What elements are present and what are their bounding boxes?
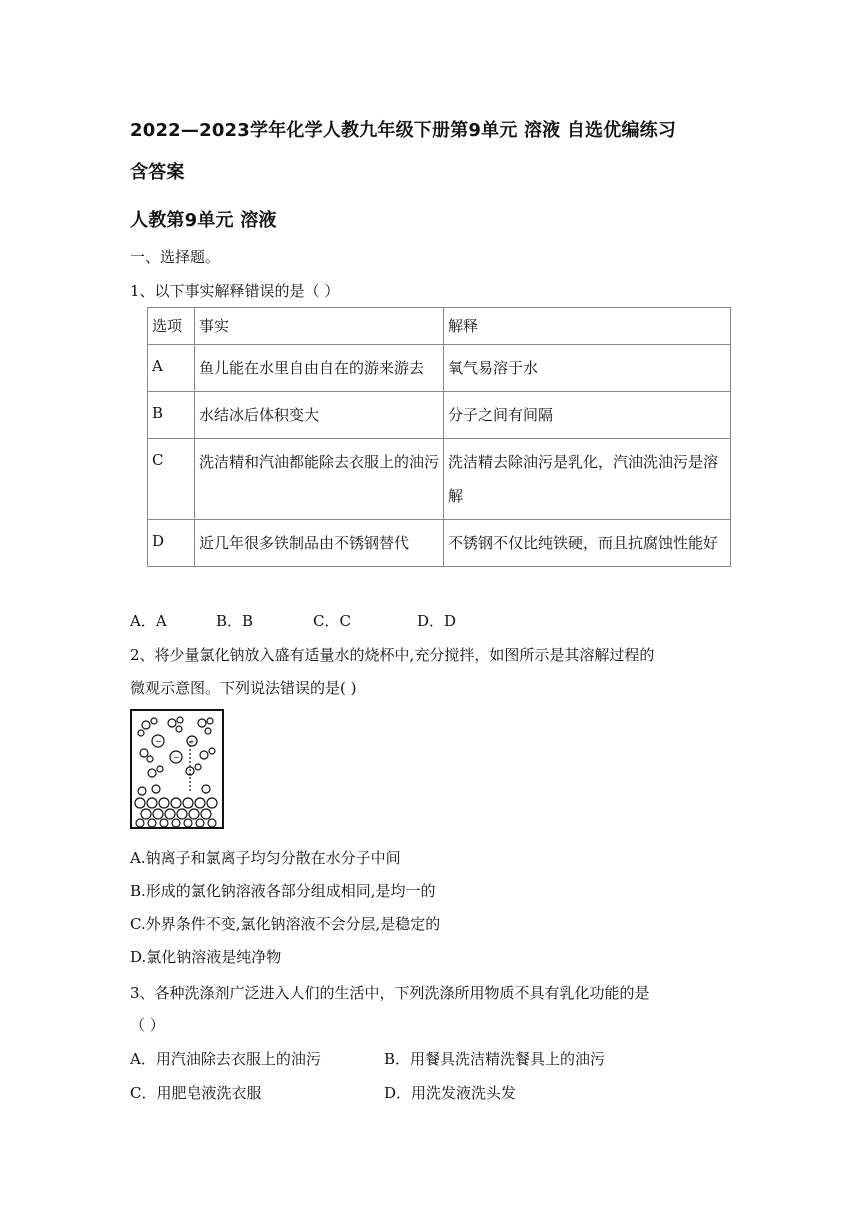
q1-table	[147, 307, 731, 567]
table-row	[148, 345, 731, 392]
header-explanation: 解释	[444, 308, 731, 345]
row-option: A	[148, 345, 195, 392]
q3-choice-c: C．用肥皂液洗衣服	[130, 1084, 262, 1102]
row-explanation: 洗洁精去除油污是乳化，汽油洗油污是溶解	[444, 439, 731, 520]
q3-choice-d: D．用洗发液洗头发	[384, 1084, 517, 1102]
row-option: C	[148, 439, 195, 520]
table-row	[148, 439, 731, 520]
q2-choice-d: D.氯化钠溶液是纯净物	[130, 948, 282, 966]
table-header-row	[148, 308, 731, 345]
q1-choice-d: D．D	[417, 612, 457, 630]
document-title-line2: 含答案	[130, 162, 185, 183]
row-option: D	[148, 520, 195, 567]
q3-choice-a: A．用汽油除去衣服上的油污	[130, 1050, 321, 1068]
q3-choice-b: B．用餐具洗洁精洗餐具上的油污	[384, 1050, 606, 1068]
q2-choice-c: C.外界条件不变,氯化钠溶液不会分层,是稳定的	[130, 915, 441, 933]
document-title-line1: 2022—2023学年化学人教九年级下册第9单元 溶液 自选优编练习	[130, 120, 677, 141]
q2-stem-line2: 微观示意图。下列说法错误的是( )	[130, 679, 357, 697]
table-row	[148, 392, 731, 439]
q3-stem-line1: 3、各种洗涤剂广泛进入人们的生活中，下列洗涤所用物质不具有乳化功能的是	[130, 984, 650, 1002]
row-explanation: 氧气易溶于水	[444, 345, 731, 392]
table-row	[148, 520, 731, 567]
svg-text:−: −	[155, 737, 162, 746]
row-fact: 鱼儿能在水里自由自在的游来游去	[195, 345, 444, 392]
svg-text:−: −	[173, 753, 180, 762]
dissolution-diagram-drawing	[132, 711, 222, 827]
svg-text:+: +	[189, 738, 195, 746]
unit-subtitle: 人教第9单元 溶液	[130, 210, 277, 231]
q1-choice-b: B．B	[216, 612, 254, 630]
row-explanation: 分子之间有间隔	[444, 392, 731, 439]
row-fact: 近几年很多铁制品由不锈钢替代	[195, 520, 444, 567]
q1-choice-c: C．C	[313, 612, 351, 630]
q2-stem-line1: 2、将少量氯化钠放入盛有适量水的烧杯中,充分搅拌，如图所示是其溶解过程的	[130, 646, 655, 664]
q2-choice-b: B.形成的氯化钠溶液各部分组成相同,是均一的	[130, 882, 436, 900]
header-fact: 事实	[195, 308, 444, 345]
row-fact: 洗洁精和汽油都能除去衣服上的油污	[195, 439, 444, 520]
q1-choice-a: A．A	[130, 612, 167, 630]
section-heading: 一、选择题。	[130, 248, 221, 266]
q3-stem-line2: （ ）	[130, 1016, 165, 1034]
row-fact: 水结冰后体积变大	[195, 392, 444, 439]
row-explanation: 不锈钢不仅比纯铁硬，而且抗腐蚀性能好	[444, 520, 731, 567]
header-option: 选项	[148, 308, 195, 345]
q2-choice-a: A.钠离子和氯离子均匀分散在水分子中间	[130, 849, 401, 867]
q1-stem: 1、以下事实解释错误的是（ ）	[130, 282, 340, 300]
dissolution-diagram	[130, 709, 224, 829]
row-option: B	[148, 392, 195, 439]
